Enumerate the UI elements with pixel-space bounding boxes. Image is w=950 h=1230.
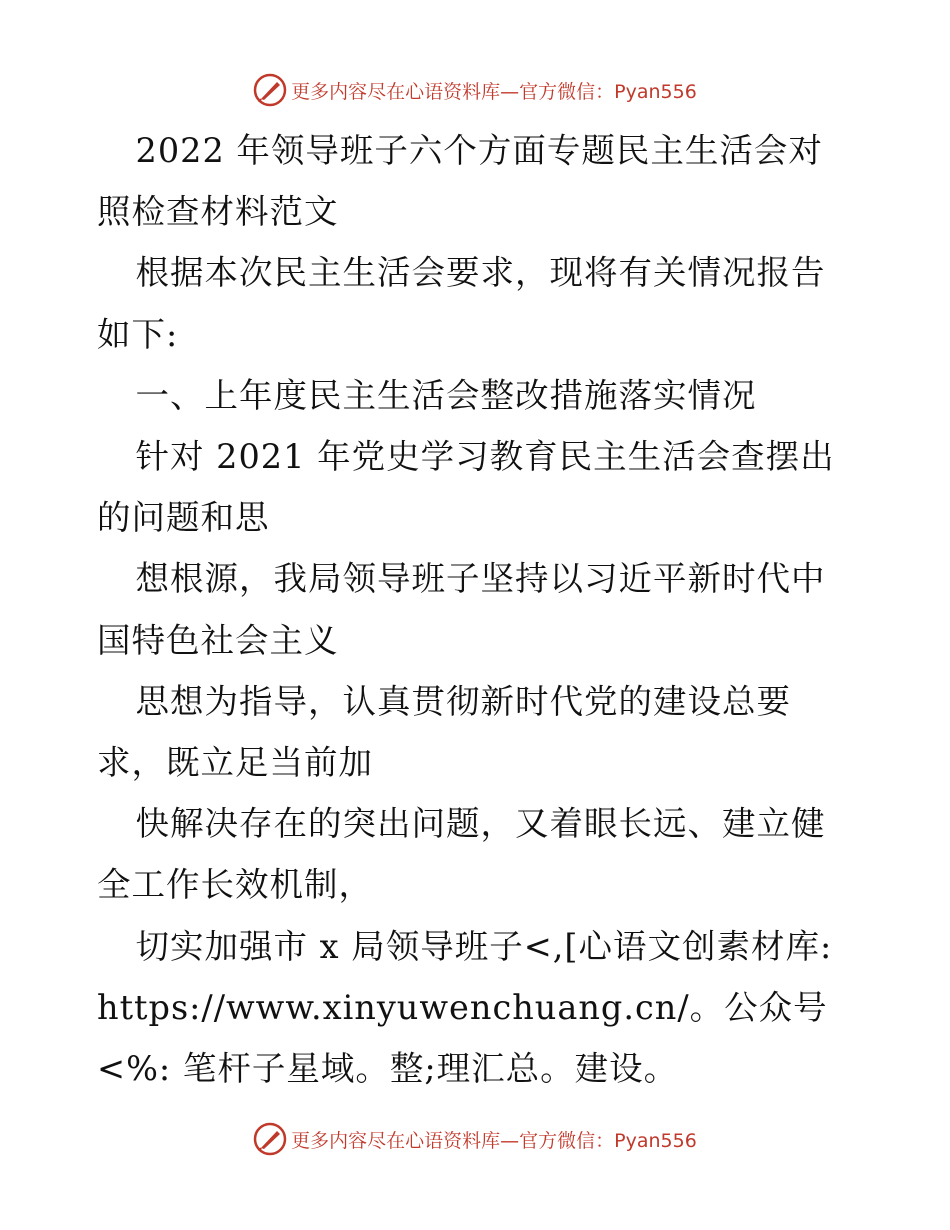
header-watermark <box>0 70 950 110</box>
document-body <box>97 120 857 1099</box>
quill-pen-seal-icon <box>253 73 287 107</box>
quill-pen-seal-icon <box>253 1122 287 1156</box>
paragraph: 针对 2021 年党史学习教育民主生活会查摆出的问题和思 <box>97 437 835 538</box>
paragraph: 思想为指导，认真贯彻新时代党的建设总要求，既立足当前加 <box>97 681 792 783</box>
paragraph: 根据本次民主生活会要求，现将有关情况报告如下: <box>97 253 826 354</box>
section-heading: 一、上年度民主生活会整改措施落实情况 <box>135 375 757 415</box>
watermark-text: 更多内容尽在心语资料库—官方微信：Pyan556 <box>291 80 697 103</box>
document-title: 2022 年领导班子六个方面专题民主生活会对照检查材料范文 <box>97 131 823 232</box>
watermark-text: 更多内容尽在心语资料库—官方微信：Pyan556 <box>291 1129 697 1152</box>
paragraph: 快解决存在的突出问题，又着眼长远、建立健全工作长效机制， <box>97 804 826 905</box>
paragraph: 想根源，我局领导班子坚持以习近平新时代中国特色社会主义 <box>97 559 826 660</box>
footer-watermark <box>0 1119 950 1159</box>
paragraph: 切实加强市 x 局领导班子<,[心语文创素材库: https://www.xinyuwenchuang.cn/。公众号<%: 笔杆子星域。整;理汇总。建设。 <box>97 926 833 1089</box>
